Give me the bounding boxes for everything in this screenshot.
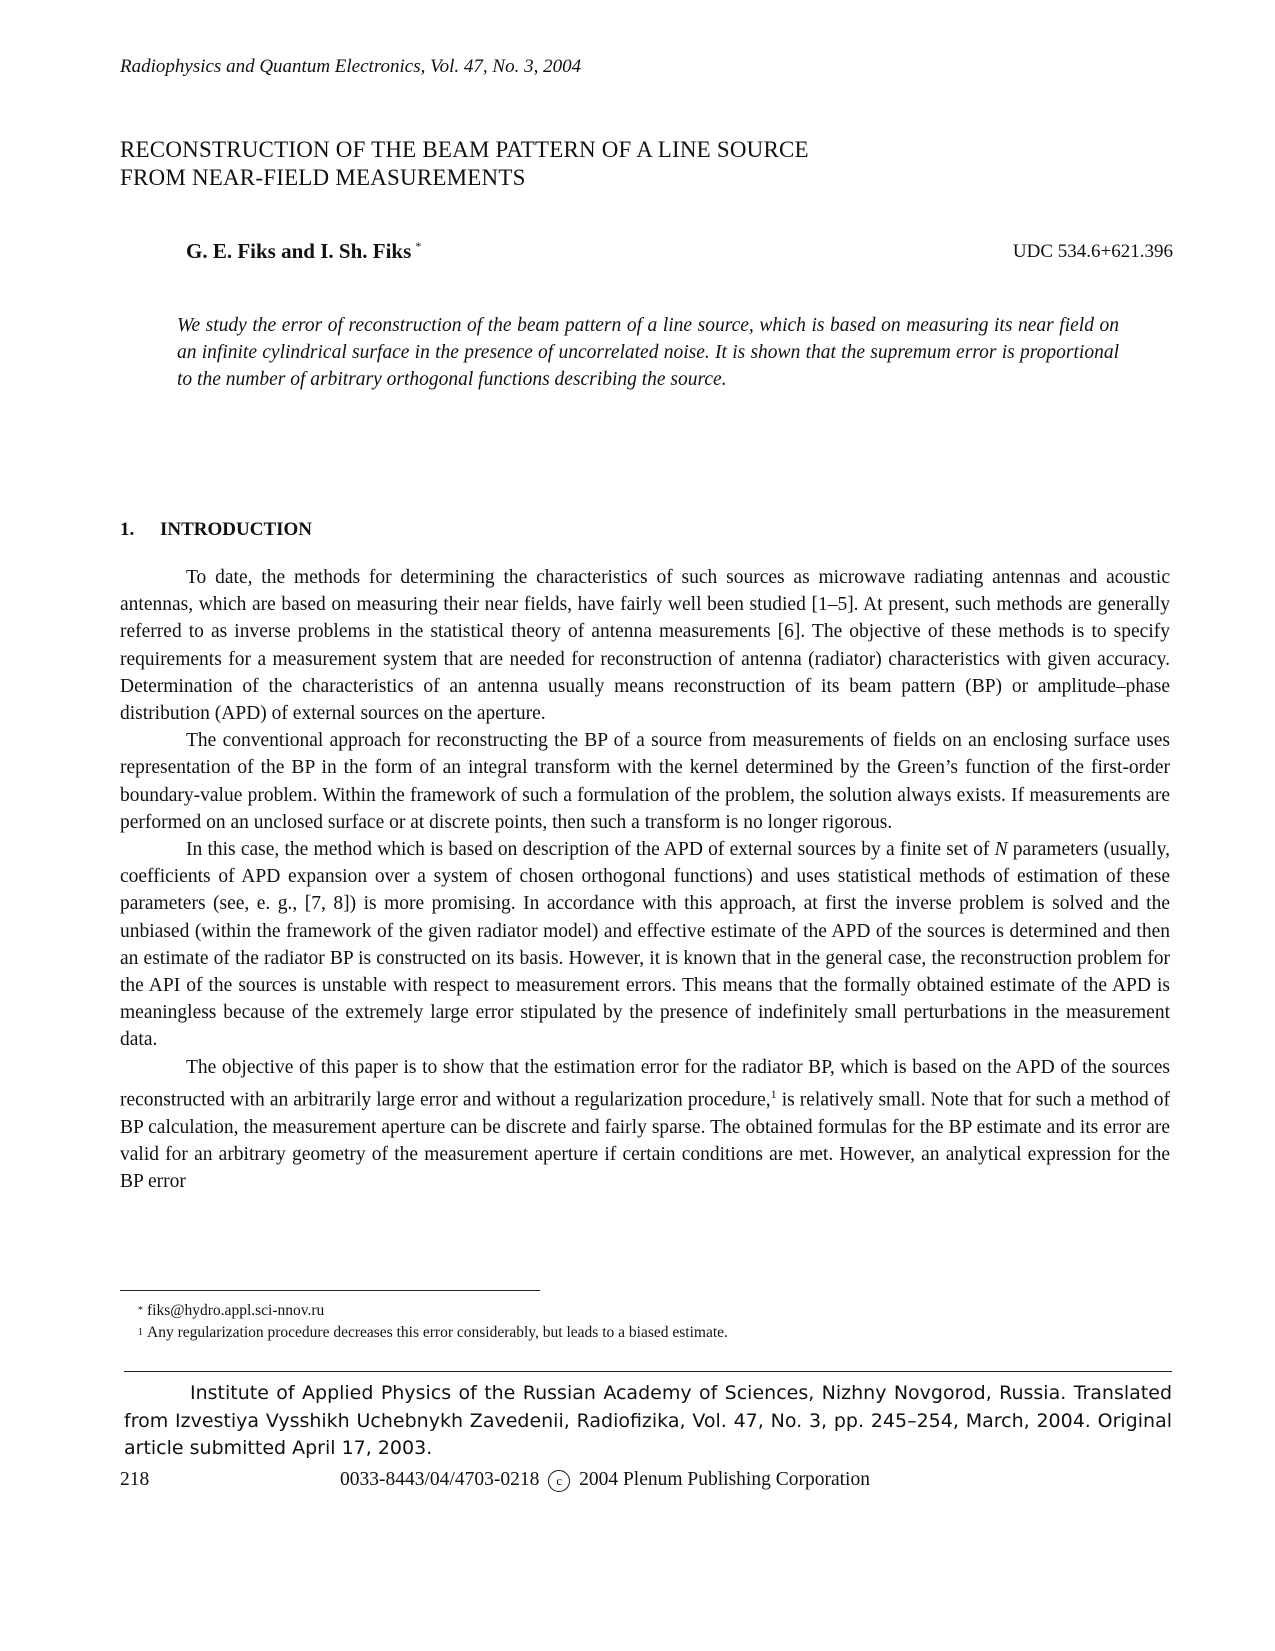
footnotes: [138, 1300, 1138, 1344]
section-number: 1.: [120, 519, 135, 540]
footnote-ref-1: 1: [770, 1086, 777, 1101]
copyright-icon: c: [548, 1470, 570, 1492]
institute-note: [124, 1380, 1172, 1463]
footnote-1-mark: 1: [138, 1327, 143, 1338]
paragraph-3-start: In this case, the method which is based on description of the APD of external sources by a finite set of: [186, 839, 995, 861]
section-title: INTRODUCTION: [160, 519, 313, 540]
institute-text: Institute of Applied Physics of the Russian Academy of Sciences, Nizhny Novgorod, Russia. Translated from Izvestiya Vysshikh Uchebnykh Zavedenii, Radiofizika, Vol. 47, No. 3, pp. 245–254, March, 2004. Original article submitted April 17, 2003.: [124, 1382, 1172, 1459]
journal-header: Radiophysics and Quantum Electronics, Vol. 47, No. 3, 2004: [120, 56, 582, 77]
paragraph-1: To date, the methods for determining the characteristics of such sources as microwave radiating antennas and acoustic antennas, which are based on measuring their near fields, have fairly well been studied [1–5]. At present, such methods are generally referred to as inverse problems in the statistical theory of antenna measurements [6]. The objective of these methods is to specify requirements for a measurement system that are needed for reconstruction of antenna (radiator) characteristics with given accuracy. Determination of the characteristics of an antenna usually means reconstruction of its beam pattern (BP) or amplitude–phase distribution (APD) of external sources on the aperture.: [120, 567, 1170, 725]
paragraph-4-rest: is relatively small. Note that for such a method of BP calculation, the measurement aperture can be discrete and fairly sparse. The obtained formulas for the BP estimate and its error are valid for an arbitrary geometry of the measurement aperture if certain conditions are met. However, an analytical expression for the BP error: [120, 1089, 1171, 1192]
section-heading: [120, 519, 312, 541]
paragraph-3: [120, 836, 1170, 1054]
publisher: 2004 Plenum Publishing Corporation: [579, 1469, 870, 1490]
authors: [186, 239, 421, 264]
institute-divider: [124, 1371, 1172, 1372]
journal-code: 0033-8443/04/4703-0218: [340, 1469, 540, 1490]
body-text: [120, 564, 1170, 1195]
title-line-1: RECONSTRUCTION OF THE BEAM PATTERN OF A LINE SOURCE: [120, 137, 809, 162]
paragraph-4-start: The objective of this paper is to show that the estimation error for the radiator BP, which is based on the APD of the sources reconstructed with an arbitrarily large error and without a regularization procedure,: [120, 1056, 1170, 1111]
abstract: We study the error of reconstruction of the beam pattern of a line source, which is based on measuring its near field on an infinite cylindrical surface in the presence of uncorrelated noise. It is shown that the supremum error is proportional to the number of arbitrary orthogonal functions describing the source.: [177, 315, 1119, 390]
copyright-line: [340, 1469, 870, 1492]
title-line-2: FROM NEAR-FIELD MEASUREMENTS: [120, 165, 526, 190]
paragraph-4: [120, 1054, 1170, 1196]
paper-title: [120, 136, 1120, 192]
footnote-1-text: Any regularization procedure decreases this error considerably, but leads to a biased estimate.: [147, 1324, 728, 1341]
paragraph-3-rest: parameters (usually, coefficients of APD expansion over a system of chosen orthogonal functions) and uses statistical methods of estimation of these parameters (see, e. g., [7, 8]) is more promising. In accordance with this approach, at first the inverse problem is solved and the unbiased (within the framework of the given radiator model) and effective estimate of the APD of the sources is determined and then an estimate of the radiator BP is constructed on its basis. However, it is known that in the general case, the reconstruction problem for the API of the sources is unstable with respect to measurement errors. This means that the formally obtained estimate of the APD is meaningless because of the extremely large error stipulated by the presence of indefinitely small perturbations in the measurement data.: [120, 839, 1170, 1051]
footnote-1: [138, 1322, 1138, 1344]
page-number: 218: [120, 1469, 150, 1490]
author-footnote-mark: *: [415, 239, 422, 253]
footnote-divider: [120, 1290, 540, 1291]
footnote-email: [138, 1300, 1138, 1322]
author-names: G. E. Fiks and I. Sh. Fiks: [186, 239, 412, 263]
footnote-email-text: fiks@hydro.appl.sci-nnov.ru: [147, 1302, 325, 1319]
footnote-star-mark: *: [138, 1305, 143, 1316]
paragraph-2: The conventional approach for reconstructing the BP of a source from measurements of fields on an enclosing surface uses representation of the BP in the form of an integral transform with the kernel determined by the Green’s function of the first-order boundary-value problem. Within the framework of such a formulation of the problem, the solution always exists. If measurements are performed on an unclosed surface or at discrete points, then such a transform is no longer rigorous.: [120, 730, 1170, 833]
symbol-n: N: [994, 839, 1008, 861]
udc-code: UDC 534.6+621.396: [1012, 241, 1173, 262]
